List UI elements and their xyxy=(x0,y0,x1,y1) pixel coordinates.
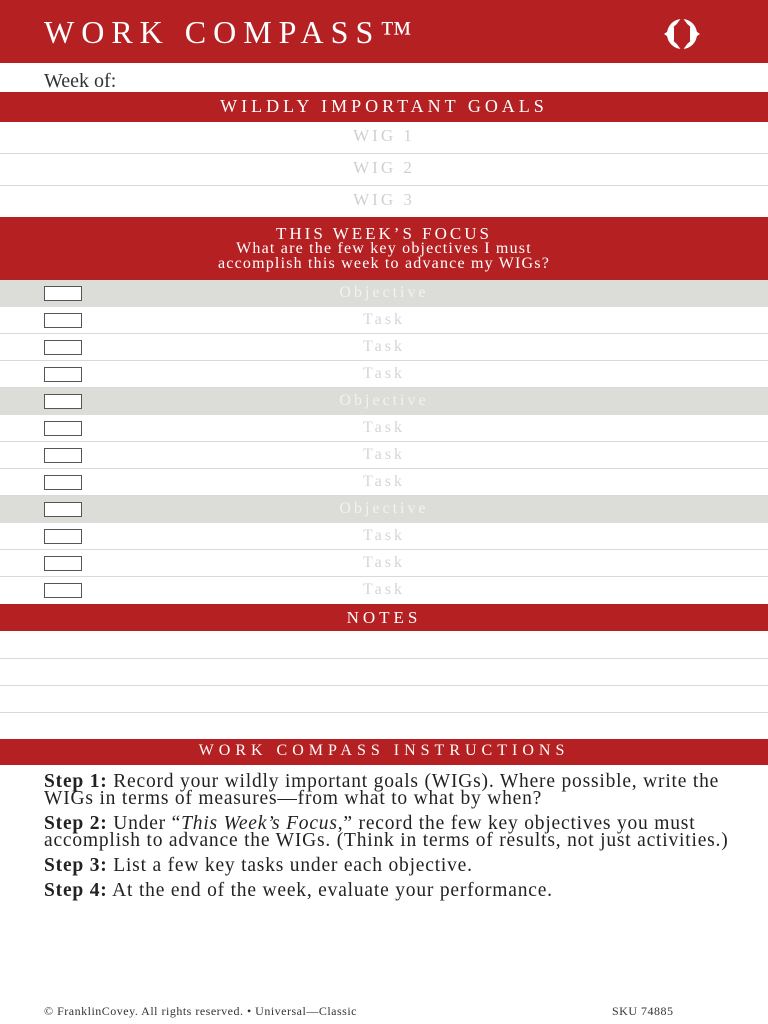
task-label: Task xyxy=(363,311,405,328)
copyright-text: © FranklinCovey. All rights reserved. • Universal—Classic xyxy=(44,1004,357,1018)
wig-3-field[interactable]: WIG 3 xyxy=(353,190,415,209)
week-of-label: Week of: xyxy=(44,70,117,92)
task-label: Task xyxy=(363,554,405,571)
app-title: WORK COMPASS™ xyxy=(44,14,419,50)
task-row[interactable] xyxy=(0,334,768,361)
notes-line[interactable] xyxy=(0,712,768,713)
instructions-list xyxy=(44,773,734,907)
objective-label: Objective xyxy=(339,392,429,409)
step-text: At the end of the week, evaluate your performance. xyxy=(112,880,553,901)
task-row[interactable] xyxy=(0,307,768,334)
objective-label: Objective xyxy=(339,500,429,517)
focus-section-subtitle xyxy=(0,241,768,271)
step-text: Under “ xyxy=(113,813,182,834)
focus-section-header xyxy=(0,217,768,280)
task-label: Task xyxy=(363,527,405,544)
wig-section-header xyxy=(0,92,768,122)
step-label: Step 2: xyxy=(44,813,108,834)
task-label: Task xyxy=(363,446,405,463)
task-label: Task xyxy=(363,473,405,490)
task-row[interactable] xyxy=(0,550,768,577)
step-label: Step 1: xyxy=(44,771,108,792)
task-row[interactable] xyxy=(0,415,768,442)
objective-label: Objective xyxy=(339,284,429,301)
task-label: Task xyxy=(363,581,405,598)
task-row[interactable] xyxy=(0,577,768,604)
focus-subtitle-line1: What are the few key objectives I must xyxy=(236,240,532,257)
compass-logo-icon xyxy=(662,16,702,52)
wig-1-field[interactable]: WIG 1 xyxy=(353,126,415,145)
wig-2-field[interactable]: WIG 2 xyxy=(353,158,415,177)
notes-title: NOTES xyxy=(346,608,422,627)
sku-text: SKU 74885 xyxy=(612,1004,674,1018)
objective-row[interactable] xyxy=(0,388,768,415)
focus-subtitle-line2: accomplish this week to advance my WIGs? xyxy=(217,255,551,272)
instructions-title: WORK COMPASS INSTRUCTIONS xyxy=(198,742,570,759)
notes-line[interactable] xyxy=(0,685,768,686)
task-row[interactable] xyxy=(0,469,768,496)
instructions-section-header xyxy=(0,739,768,765)
step-4 xyxy=(44,882,734,899)
step-label: Step 4: xyxy=(44,880,108,901)
task-row[interactable] xyxy=(0,523,768,550)
task-label: Task xyxy=(363,365,405,382)
header-banner xyxy=(0,0,768,63)
step-text: Record your wildly important goals (WIGs). Where possible, write the WIGs in terms of measures—from what to what by when? xyxy=(44,771,720,809)
task-label: Task xyxy=(363,338,405,355)
step-2 xyxy=(44,815,734,849)
step-1 xyxy=(44,773,734,807)
task-label: Task xyxy=(363,419,405,436)
focus-section-title: THIS WEEK’S FOCUS xyxy=(276,224,492,243)
step-text: List a few key tasks under each objective. xyxy=(113,855,473,876)
notes-section-header xyxy=(0,604,768,631)
step-text: ,” record the few key objectives you must accomplish to advance the WIGs. (Think in terms of results, not just activities.) xyxy=(44,813,729,851)
step-text-italic: This Week’s Focus xyxy=(181,813,338,834)
task-row[interactable] xyxy=(0,361,768,388)
wig-section-title: WILDLY IMPORTANT GOALS xyxy=(220,96,548,116)
step-label: Step 3: xyxy=(44,855,108,876)
notes-line[interactable] xyxy=(0,658,768,659)
task-row[interactable] xyxy=(0,442,768,469)
objective-row[interactable] xyxy=(0,496,768,523)
footer xyxy=(44,1004,734,1019)
objective-row[interactable] xyxy=(0,280,768,307)
step-3 xyxy=(44,857,734,874)
